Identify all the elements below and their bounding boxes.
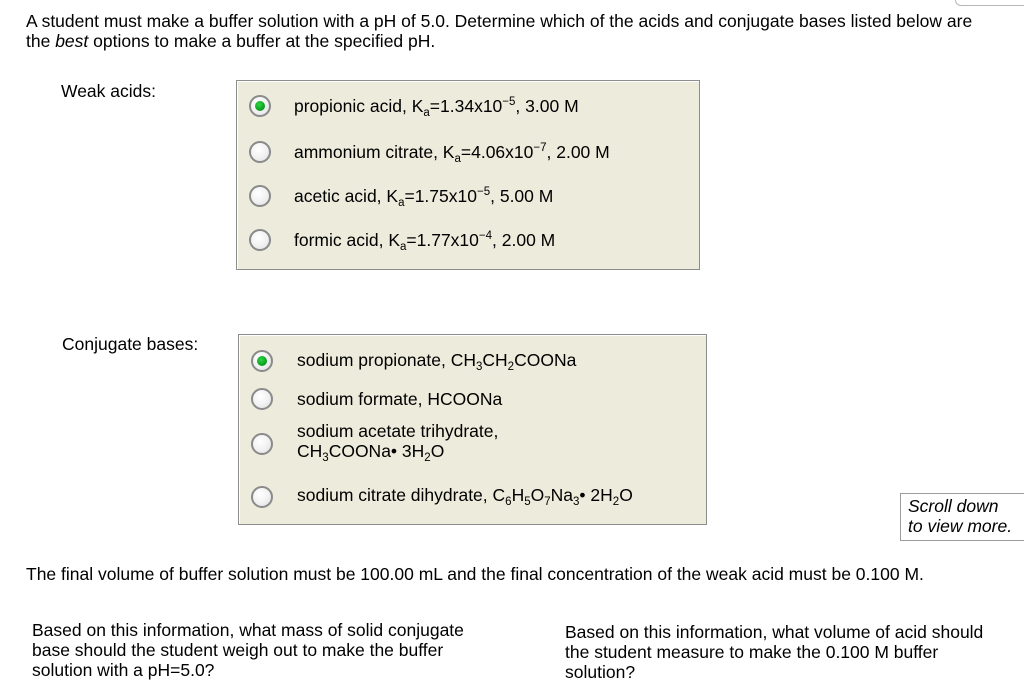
base-option-sodium-propionate[interactable]	[239, 335, 706, 383]
base-option-sodium-formate[interactable]	[239, 383, 706, 419]
question-volume-acid: Based on this information, what volume of acid should the student measure to make the 0.100 M buffer solution?	[565, 622, 984, 682]
radio-button[interactable]	[251, 388, 273, 410]
option-label: propionic acid, $K_a=1.34x10^{-5}$, 3.00 M	[294, 96, 579, 119]
radio-button[interactable]	[249, 229, 271, 251]
weak-acid-option-propionic[interactable]	[237, 81, 699, 129]
conjugate-bases-options	[238, 334, 707, 525]
option-label: sodium citrate dihydrate, $C_6H_5O_7Na_3•$ $2H_2O$	[297, 485, 633, 508]
radio-button[interactable]	[249, 141, 271, 163]
radio-button-selected[interactable]	[251, 350, 273, 372]
option-label: ammonium citrate, $K_a=4.06x10^{-7}$, 2.00 M	[294, 142, 610, 165]
conjugate-bases-label: Conjugate bases:	[62, 334, 199, 354]
emphasis-best: best	[55, 31, 89, 51]
option-label: acetic acid, $K_a=1.75x10^{-5}$, 5.00 M	[294, 186, 554, 209]
option-label: sodium propionate, $CH_3CH_2COONa$	[297, 350, 577, 373]
weak-acid-option-acetic[interactable]	[237, 173, 699, 217]
question-intro: A student must make a buffer solution with a pH of 5.0. Determine which of the acids and conjugate bases listed below are the best options to make a buffer at the specified pH.	[26, 11, 973, 51]
question-mass-conjugate-base: Based on this information, what mass of solid conjugate base should the student weigh out to make the buffer solution with a pH=5.0?	[32, 620, 464, 680]
base-option-sodium-acetate-trihydrate[interactable]	[239, 419, 706, 475]
option-label: formic acid, $K_a=1.77x10^{-4}$, 2.00 M	[294, 230, 556, 253]
weak-acids-label: Weak acids:	[61, 81, 156, 101]
base-option-sodium-citrate-dihydrate[interactable]	[239, 475, 706, 519]
radio-button-selected[interactable]	[249, 95, 271, 117]
scroll-down-hint: Scroll down to view more.	[900, 493, 1024, 541]
radio-button[interactable]	[251, 433, 273, 455]
weak-acid-option-ammonium-citrate[interactable]	[237, 129, 699, 173]
weak-acid-option-formic[interactable]	[237, 217, 699, 261]
final-volume-statement: The final volume of buffer solution must be 100.00 mL and the final concentration of the weak acid must be 0.100 M.	[26, 564, 924, 584]
option-label: sodium formate, HCOONa	[297, 389, 503, 409]
weak-acids-options	[236, 80, 700, 270]
option-label: sodium acetate trihydrate, $CH_3COONa•$ $3H_2O$	[297, 421, 499, 464]
radio-button[interactable]	[251, 486, 273, 508]
radio-button[interactable]	[249, 185, 271, 207]
corner-tab	[955, 0, 1024, 6]
